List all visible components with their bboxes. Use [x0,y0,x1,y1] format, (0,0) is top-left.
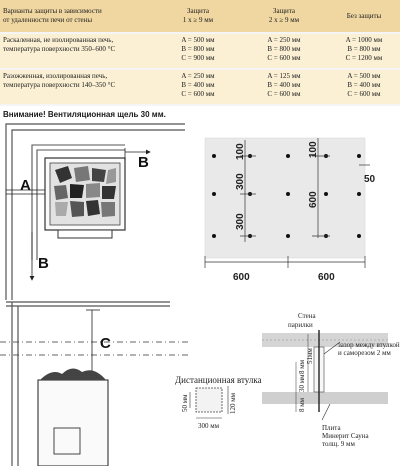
panel-sheet [205,138,365,258]
spacer-dim-300: 300 мм [198,422,220,430]
stove-stones [40,368,106,380]
ceiling-clearance-diagram [0,302,190,466]
corner-installation-diagram [6,124,185,300]
dim-600-vertical: 600 [308,191,319,208]
value-a: A = 125 мм [267,72,301,80]
plate-label-line1: Плита [322,424,341,432]
gap-label-line1: зазор между втулкой [338,341,400,349]
label-b-top: B [138,154,149,171]
value-b: B = 400 мм [181,81,215,89]
header-protection-2x-line2: 2 x ≥ 9 мм [268,16,300,24]
value-a: A = 1000 мм [345,36,383,44]
dim-600-right: 600 [318,272,335,283]
value-b: B = 800 мм [181,45,215,53]
header-protection-1x-line1: Защита [186,7,209,15]
header-protection-1x-line2: 1 x ≥ 9 мм [182,16,214,24]
value-b: B = 400 мм [267,81,301,89]
label-b-left: B [38,255,49,272]
spacer-dim-50: 50 мм [181,394,189,412]
value-c: C = 600 мм [347,90,381,98]
dim-50: 50 [364,174,376,185]
row-description-line1: Раскаленная, не изолированная печь, [3,36,114,44]
label-a: A [20,177,31,194]
dim-100-top: 100 [235,143,246,160]
header-variants-line2: от удаленности печи от стены [3,16,93,24]
dim-600-left: 600 [233,272,250,283]
plate-label-line3: толщ. 9 мм [322,440,355,448]
value-b: B = 800 мм [267,45,301,53]
fastening-grid-diagram [205,138,376,283]
value-b: B = 400 мм [347,81,381,89]
dim-8mm-top: 8 мм [298,359,306,374]
plate-leader [322,404,330,420]
value-c: C = 600 мм [267,54,301,62]
ventilation-warning: Внимание! Вентиляционная щель 30 мм. [3,110,166,119]
dim-30mm: 30 мм [298,374,306,392]
spacer-dim-120: 120 мм [229,392,237,414]
value-c: C = 600 мм [267,90,301,98]
value-c: C = 600 мм [181,90,215,98]
row-description-line1: Разожженная, изолированная печь, [3,72,108,80]
spacer-title: Дистанционная втулка [175,375,262,385]
wall-label-line2: парилки [288,321,313,329]
dim-51mm: 51мм [306,348,314,364]
header-variants-line1: Варианты защиты в зависимости [3,7,102,15]
plate-label-line2: Минерит Сауна [322,432,369,440]
stove-side-body [38,380,108,466]
value-a: A = 500 мм [181,36,215,44]
wall-label-line1: Стена [298,312,316,320]
dim-300-lower: 300 [235,213,246,230]
minerit-plate [262,392,388,404]
gap-label-line2: и саморезом 2 мм [338,349,391,357]
label-c: C [100,335,111,352]
spacer-sleeve [196,388,222,412]
wall-mount-detail [262,312,400,448]
value-a: A = 500 мм [347,72,381,80]
value-a: A = 250 мм [267,36,301,44]
row-description-line2: температура поверхности 140–350 °C [3,81,116,89]
dim-300-upper: 300 [235,173,246,190]
header-protection-2x-line1: Защита [272,7,295,15]
value-b: B = 800 мм [347,45,381,53]
spacer-sleeve-diagram [175,375,262,430]
value-a: A = 250 мм [181,72,215,80]
row-description-line2: температура поверхности 350–600 °C [3,45,116,53]
dim-8mm-bottom: 8 мм [298,397,306,412]
stove-door [58,230,112,238]
value-c: C = 1200 мм [345,54,383,62]
dim-100-right: 100 [308,141,319,158]
value-c: C = 900 мм [181,54,215,62]
header-no-protection: Без защиты [328,0,400,33]
